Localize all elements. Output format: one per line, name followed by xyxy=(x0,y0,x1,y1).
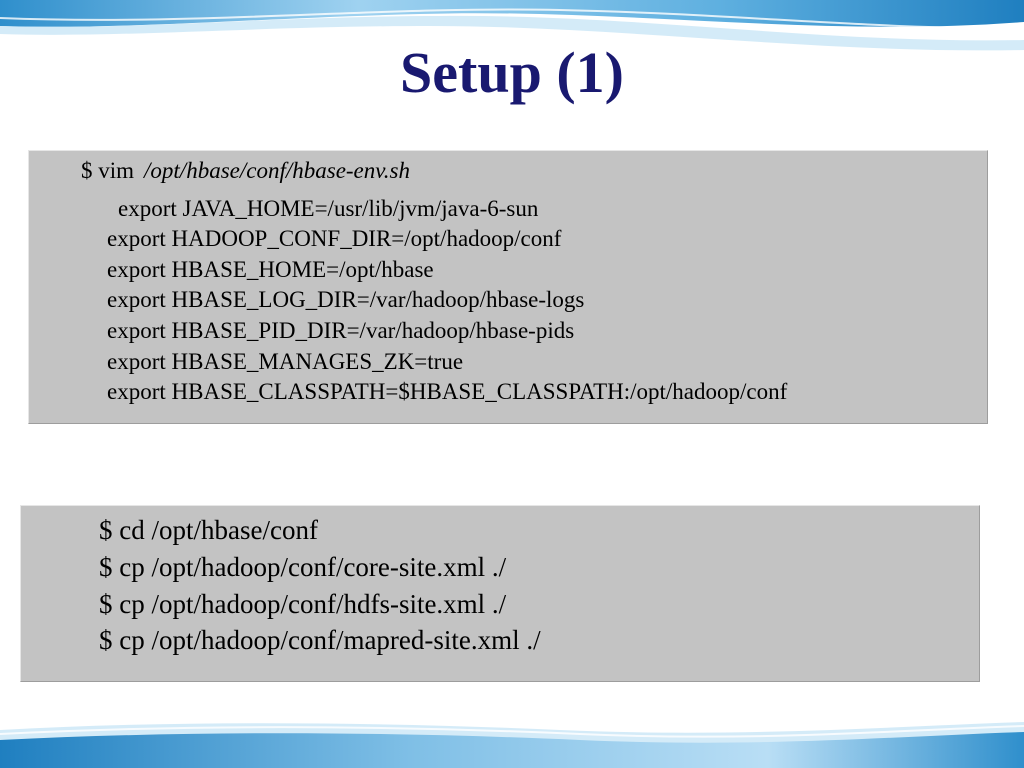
env-config-box xyxy=(28,150,988,424)
env-file-path: /opt/hbase/conf/hbase-env.sh xyxy=(144,158,410,183)
env-line-hbase-classpath: export HBASE_CLASSPATH=$HBASE_CLASSPATH:/opt/hadoop/conf xyxy=(107,379,788,404)
bottom-wave-decoration xyxy=(0,718,1024,768)
env-line-hbase-pid-dir: export HBASE_PID_DIR=/var/hadoop/hbase-pids xyxy=(107,318,575,343)
env-line-hadoop-conf-dir: export HADOOP_CONF_DIR=/opt/hadoop/conf xyxy=(107,226,562,251)
copy-line-hdfs-site: $ cp /opt/hadoop/conf/hdfs-site.xml ./ xyxy=(99,589,507,619)
vim-command: $ vim xyxy=(81,158,135,183)
env-line-hbase-manages-zk: export HBASE_MANAGES_ZK=true xyxy=(107,349,464,374)
env-line-hbase-log-dir: export HBASE_LOG_DIR=/var/hadoop/hbase-logs xyxy=(107,287,585,312)
copy-config-box xyxy=(20,505,980,682)
copy-line-mapred-site: $ cp /opt/hadoop/conf/mapred-site.xml ./ xyxy=(99,625,541,655)
env-line-java-home: export JAVA_HOME=/usr/lib/jvm/java-6-sun xyxy=(118,196,539,221)
copy-line-cd: $ cd /opt/hbase/conf xyxy=(99,515,318,545)
vim-command-line xyxy=(81,156,410,186)
env-line-hbase-home: export HBASE_HOME=/opt/hbase xyxy=(107,257,434,282)
copy-line-core-site: $ cp /opt/hadoop/conf/core-site.xml ./ xyxy=(99,552,507,582)
slide-title: Setup (1) xyxy=(400,40,624,105)
